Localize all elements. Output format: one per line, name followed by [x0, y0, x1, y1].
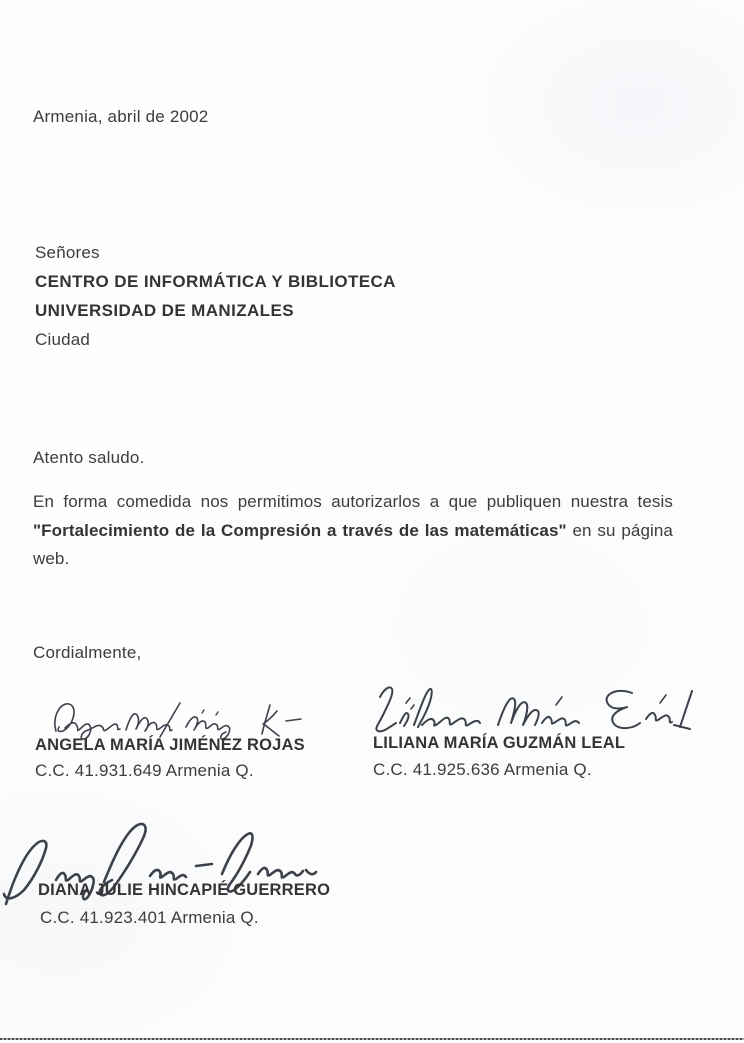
signatory-id: C.C. 41.923.401 Armenia Q. — [40, 908, 259, 927]
greeting-line: Atento saludo. — [33, 448, 145, 467]
recipient-city: Ciudad — [35, 330, 91, 349]
recipient-salutation: Señores — [35, 243, 100, 262]
signatory-id: C.C. 41.931.649 Armenia Q. — [35, 761, 254, 780]
handwritten-signature-angela — [48, 693, 304, 741]
body-text-before-title: En forma comedida nos permitimos autorizarlos a que publiquen nuestra tesis — [33, 492, 673, 511]
thesis-title: "Fortalecimiento de la Compresión a través de las matemáticas" — [33, 520, 567, 540]
signatory-id: C.C. 41.925.636 Armenia Q. — [373, 760, 592, 779]
recipient-org-name: CENTRO DE INFORMÁTICA Y BIBLIOTECA — [35, 272, 396, 291]
closing-line: Cordialmente, — [33, 643, 142, 662]
signatory-name: ANGELA MARÍA JIMÉNEZ ROJAS — [35, 736, 305, 754]
scan-edge-artifact — [0, 1038, 744, 1040]
date-line: Armenia, abril de 2002 — [33, 107, 209, 126]
signatory-name: LILIANA MARÍA GUZMÁN LEAL — [373, 734, 626, 752]
signatory-name: DIANA JULIE HINCAPIÉ GUERRERO — [38, 881, 331, 899]
body-text-after-title: en su página web. — [33, 520, 673, 568]
recipient-block — [35, 238, 396, 354]
handwritten-signature-liliana — [370, 679, 705, 741]
body-paragraph — [33, 488, 673, 574]
recipient-org-parent: UNIVERSIDAD DE MANIZALES — [35, 301, 294, 320]
